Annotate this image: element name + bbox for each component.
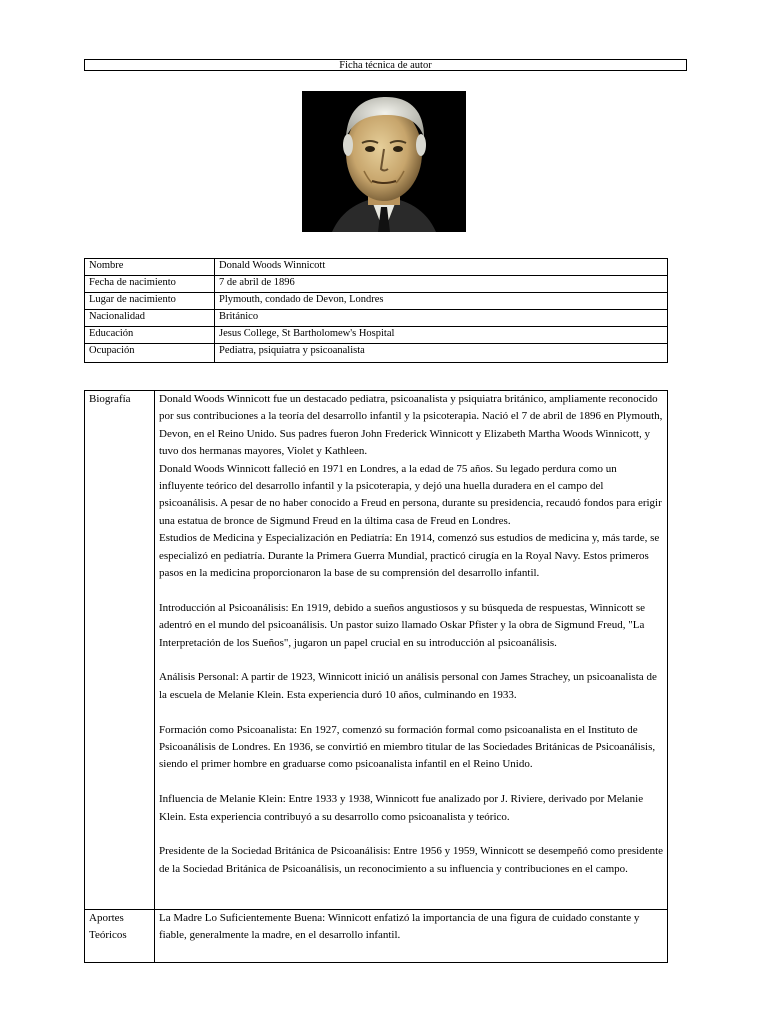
bio-paragraph: Donald Woods Winnicott falleció en 1971 en Londres, a la edad de 75 años. Su legado perdura como un influyente teórico del desarrollo infantil y la psicoterapia, y dejó una huella duradera en el campo del psicoanálisis. A pesar de no haber conocido a Freud en persona, durante su presidencia, recaudó fondos para erigir una estatua de bronce de Sigmund Freud en la última casa de Freud en Londres.: [159, 462, 662, 527]
info-row-fecha: [85, 276, 668, 293]
info-label: Lugar de nacimiento: [85, 293, 215, 310]
aportes-paragraph: La Madre Lo Suficientemente Buena: Winnicott enfatizó la importancia de una figura de cuidado constante y fiable, generalmente la madre, en el desarrollo infantil.: [159, 912, 640, 942]
info-label: Nombre: [85, 259, 215, 276]
aportes-row: [85, 910, 668, 963]
bio-paragraph: Introducción al Psicoanálisis: En 1919, debido a sueños angustiosos y su búsqueda de respuestas, Winnicott se adentró en el mundo del psicoanálisis. Un pastor suizo llamado Oskar Pfister y la obra de Sigmund Freud, "La Interpretación de los Sueños", jugaron un papel crucial en su introducción al psicoanálisis.: [159, 601, 646, 649]
bio-paragraph: Presidente de la Sociedad Británica de Psicoanálisis: Entre 1956 y 1959, Winnicott se desempeñó como presidente de la Sociedad Británica de Psicoanálisis, un reconocimiento a su influencia y contribuciones en el campo.: [159, 845, 664, 875]
info-row-educacion: [85, 327, 668, 344]
info-value: 7 de abril de 1896: [215, 276, 668, 293]
biography-table: [84, 390, 668, 963]
info-label: Fecha de nacimiento: [85, 276, 215, 293]
info-value: Plymouth, condado de Devon, Londres: [215, 293, 668, 310]
bio-content: [155, 391, 668, 910]
author-info-table: [84, 258, 668, 363]
bio-label: Biografía: [85, 391, 155, 910]
page-title: Ficha técnica de autor: [84, 59, 687, 71]
bio-paragraph: Formación como Psicoanalista: En 1927, comenzó su formación formal como psicoanalista en el Instituto de Psicoanálisis de Londres. En 1936, se convirtió en miembro titular de las Sociedades Británicas de Psicoanálisis, siendo el primer hombre en graduarse como psicoanalista infantil en el Reino Unido.: [159, 723, 656, 771]
info-row-nombre: [85, 259, 668, 276]
info-value: Jesus College, St Bartholomew's Hospital: [215, 327, 668, 344]
aportes-label: Aportes Teóricos: [85, 910, 155, 963]
info-row-lugar: [85, 293, 668, 310]
info-value: Pediatra, psiquiatra y psicoanalista: [215, 344, 668, 363]
info-row-nacionalidad: [85, 310, 668, 327]
bio-paragraph: Influencia de Melanie Klein: Entre 1933 y 1938, Winnicott fue analizado por J. Riviere, derivado por Melanie Klein. Esta experiencia contribuyó a su desarrollo como psicoanalista y teórico.: [159, 793, 644, 823]
bio-paragraph: Donald Woods Winnicott fue un destacado pediatra, psicoanalista y psiquiatra británico, ampliamente reconocido por sus contribuciones a la teoría del desarrollo infantil y la psicoterapia. Nació el 7 de abril de 1896 en Plymouth, Devon, en el Reino Unido. Sus padres fueron John Frederick Winnicott y Elizabeth Martha Woods Winnicott, y tuvo dos hermanas mayores, Violet y Kathleen.: [159, 393, 663, 458]
bio-paragraph: Estudios de Medicina y Especialización en Pediatría: En 1914, comenzó sus estudios de medicina y, más tarde, se especializó en pediatría. Durante la Primera Guerra Mundial, practicó cirugía en la Royal Navy. Estos primeros pasos en la medicina proporcionaron la base de su comprensión del desarrollo infantil.: [159, 532, 660, 580]
info-value: Británico: [215, 310, 668, 327]
info-value: Donald Woods Winnicott: [215, 259, 668, 276]
aportes-content: [155, 910, 668, 963]
info-label: Nacionalidad: [85, 310, 215, 327]
portrait-image: [302, 91, 466, 232]
author-portrait: [302, 91, 466, 232]
info-row-ocupacion: [85, 344, 668, 363]
info-label: Educación: [85, 327, 215, 344]
bio-row: [85, 391, 668, 910]
bio-paragraph: Análisis Personal: A partir de 1923, Winnicott inició un análisis personal con James Strachey, un psicoanalista de la escuela de Melanie Klein. Esta experiencia duró 10 años, culminando en 1933.: [159, 671, 657, 701]
info-label: Ocupación: [85, 344, 215, 363]
